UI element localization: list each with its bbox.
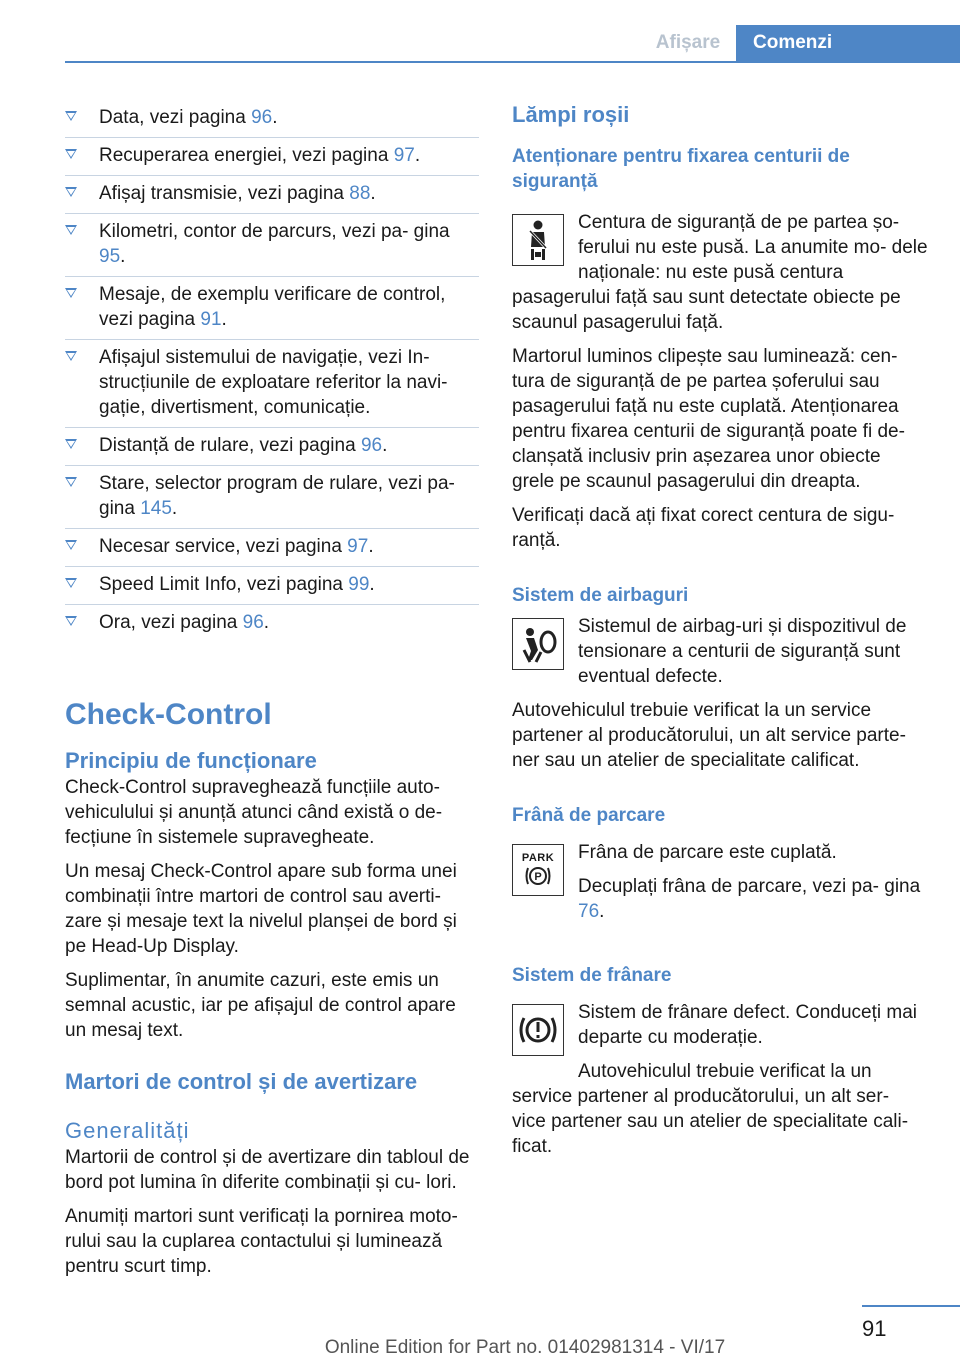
subsection-heading: Principiu de funcționare <box>65 748 317 773</box>
paragraph: Sistem de frânare defect. Conduceți mai departe cu moderație. <box>578 1002 918 1048</box>
right-column <box>512 100 928 1168</box>
bullet-arrow-icon <box>65 616 77 626</box>
tab-comenzi[interactable]: Comenzi <box>736 25 960 61</box>
bullet-arrow-icon <box>65 225 77 235</box>
brake-block <box>512 1000 928 1050</box>
bullet-arrow-icon <box>65 288 77 298</box>
subsection-heading: Generalități <box>65 1118 190 1143</box>
paragraph: Centura de siguranță de pe partea șo‐ ferului nu este pusă. La anumite mo‐ dele naționale: nu este pusă centura pasagerului față sau sunt detectate obiecte pe scaunul pasagerului față. <box>512 212 928 333</box>
page-link[interactable]: 91 <box>200 309 222 330</box>
subsection-heading: Sistem de airbaguri <box>512 585 689 606</box>
seatbelt-warning-icon <box>512 214 564 266</box>
page-link[interactable]: 88 <box>349 183 371 204</box>
page-link[interactable]: 96 <box>360 435 383 456</box>
list-item: Mesaje, de exemplu verificare de control, vezi pagina 91. <box>65 276 479 339</box>
paragraph: Martorii de control și de avertizare din tabloul de bord pot lumina în diferite combinații și cu‐ lori. <box>65 1147 470 1193</box>
list-item: Speed Limit Info, vezi pagina 99. <box>65 566 479 604</box>
bullet-arrow-icon <box>65 149 77 159</box>
footer-rule <box>862 1305 960 1307</box>
section-heading: Lămpi roșii <box>512 102 630 127</box>
page-link[interactable]: 99 <box>348 574 370 595</box>
park-brake-icon <box>512 844 564 896</box>
brake-warning-icon <box>512 1004 564 1056</box>
list-item: Data, vezi pagina 96. <box>65 100 479 137</box>
list-item: Kilometri, contor de parcurs, vezi pa‐ gina 95. <box>65 213 479 276</box>
park-block <box>512 840 928 933</box>
airbag-warning-icon <box>512 618 564 670</box>
tab-afisare[interactable]: Afișare <box>655 32 721 53</box>
header-rule <box>65 61 960 63</box>
bullet-arrow-icon <box>65 439 77 449</box>
paragraph: Autovehiculul trebuie verificat la un service partener al producătorului, un alt ser‐ vice partener sau un atelier de specialitate cali‐ ficat. <box>512 1061 909 1157</box>
subsection-heading: Sistem de frânare <box>512 965 672 986</box>
section-heading: Check-Control <box>65 698 272 731</box>
bullet-arrow-icon <box>65 477 77 487</box>
page-link[interactable]: 96 <box>251 107 273 128</box>
page-link[interactable]: 95 <box>99 246 121 267</box>
paragraph: Un mesaj Check-Control apare sub forma unei combinații între martori de control sau averti‐ zare și mesaje text la nivelul planșei de bord și pe Head-Up Display. <box>65 861 457 957</box>
bullet-arrow-icon <box>65 111 77 121</box>
list-item: Recuperarea energiei, vezi pagina 97. <box>65 137 479 175</box>
subsection-heading: Atenționare pentru fixarea centurii de siguranță <box>512 146 850 192</box>
airbag-block <box>512 614 928 689</box>
page-number: 91 <box>862 1316 887 1341</box>
paragraph: Decuplați frâna de parcare, vezi pa‐ gina 76. <box>578 876 921 922</box>
bullet-arrow-icon <box>65 540 77 550</box>
seatbelt-block <box>512 210 928 335</box>
paragraph: Frâna de parcare este cuplată. <box>578 842 837 863</box>
page-link[interactable]: 97 <box>347 536 369 557</box>
list-item: Afișajul sistemului de navigație, vezi In‐ strucțiunile de exploatare referitor la navi‐ gație, divertisment, comunicație. <box>65 339 479 427</box>
left-column <box>65 100 479 1288</box>
edition-note: Online Edition for Part no. 01402981314 - VI/17 <box>324 1337 726 1358</box>
subsection-heading: Frână de parcare <box>512 805 666 826</box>
bullet-arrow-icon <box>65 187 77 197</box>
page-link[interactable]: 145 <box>140 498 172 519</box>
park-icon-label: PARK <box>521 852 555 864</box>
page-link[interactable]: 76 <box>578 901 600 922</box>
bullet-arrow-icon <box>65 351 77 361</box>
paragraph: Suplimentar, în anumite cazuri, este emis un semnal acustic, iar pe afișajul de control apare un mesaj text. <box>65 970 456 1041</box>
list-item: Ora, vezi pagina 96. <box>65 604 479 642</box>
paragraph: Martorul luminos clipește sau luminează: cen‐ tura de siguranță de pe partea șoferului sau pasagerului față nu este cuplată. Atenționarea pentru fixarea centurii de siguranță poate fi de‐ clanșată inclusiv prin așezarea unor obiecte grele pe scaunul pasagerului din dreapta. <box>512 346 905 492</box>
paragraph: Anumiți martori sunt verificați la pornirea moto‐ rului sau la cuplarea contactului și luminează pentru scurt timp. <box>65 1206 458 1277</box>
paragraph: Check-Control supraveghează funcțiile auto‐ vehiculului și anunță atunci când există o de‐ fecțiune în sistemele supravegheate. <box>65 777 443 848</box>
list-item: Stare, selector program de rulare, vezi pa‐ gina 145. <box>65 465 479 528</box>
page-link[interactable]: 97 <box>393 145 415 166</box>
paragraph: Verificați dacă ați fixat corect centura de sigu‐ ranță. <box>512 505 895 551</box>
svg-text:P: P <box>534 871 542 883</box>
paragraph: Sistemul de airbag-uri și dispozitivul de tensionare a centurii de siguranță sunt eventual defecte. <box>578 616 907 687</box>
bullet-list <box>65 100 479 642</box>
page-link[interactable]: 96 <box>242 612 264 633</box>
list-item: Necesar service, vezi pagina 97. <box>65 528 479 566</box>
paragraph: Autovehiculul trebuie verificat la un service partener al producătorului, un alt service parte‐ ner sau un atelier de specialitate calificat. <box>512 700 906 771</box>
list-item: Afișaj transmisie, vezi pagina 88. <box>65 175 479 213</box>
bullet-arrow-icon <box>65 578 77 588</box>
list-item: Distanță de rulare, vezi pagina 96. <box>65 427 479 465</box>
subsection-heading: Martori de control și de avertizare <box>65 1069 418 1094</box>
